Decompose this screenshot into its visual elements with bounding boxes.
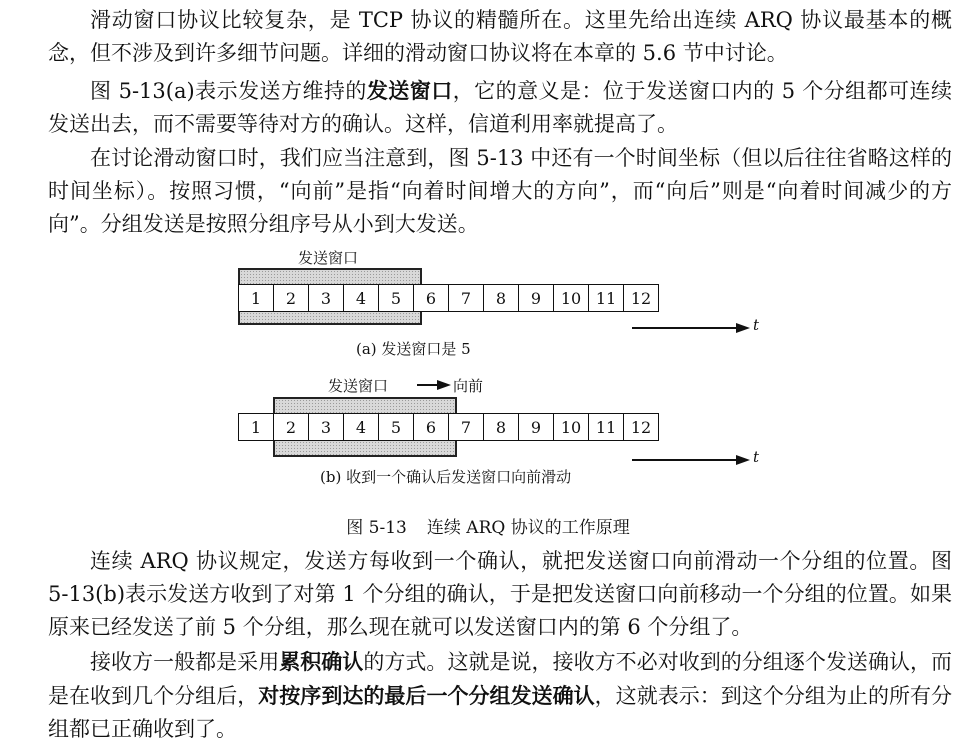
fig-b-time-axis-line [632, 459, 738, 461]
fig-b-time-arrow-icon [736, 455, 750, 465]
fig-a-packet-cell: 3 [308, 284, 344, 312]
fig-b-packet-cell: 3 [308, 413, 344, 441]
paragraph-2 [48, 74, 952, 141]
fig-a-time-axis-line [632, 327, 738, 329]
fig-b-packet-cell: 1 [238, 413, 274, 441]
fig-a-packet-row [238, 284, 659, 312]
figure-number: 图 5-13 [346, 518, 407, 538]
fig-a-packet-cell: 10 [553, 284, 589, 312]
fig-a-packet-cell: 7 [448, 284, 484, 312]
fig-a-packet-cell: 9 [518, 284, 554, 312]
fig-a-packet-cell: 2 [273, 284, 309, 312]
fig-b-packet-cell: 4 [343, 413, 379, 441]
paragraph-1: 滑动窗口协议比较复杂，是 TCP 协议的精髓所在。这里先给出连续 ARQ 协议最基本的概念，但不涉及到许多细节问题。详细的滑动窗口协议将在本章的 5.6 节中讨论。 [48, 8, 952, 65]
fig-b-packet-cell: 5 [378, 413, 414, 441]
fig-b-forward-label: 向前 [453, 377, 484, 395]
fig-a-caption: (a) 发送窗口是 5 [356, 340, 471, 358]
fig-b-window-label: 发送窗口 [328, 377, 389, 395]
fig-a-packet-cell: 11 [588, 284, 624, 312]
paragraph-5 [48, 645, 952, 746]
fig-a-packet-cell: 8 [483, 284, 519, 312]
paragraph-5-text-b: 的方式。这就是说，接收方不必对收到的分组逐个发送确认，而是在收到几个分组后， [48, 650, 953, 708]
fig-a-time-label: t [753, 316, 760, 334]
fig-a-packet-cell: 6 [413, 284, 449, 312]
paragraph-5-text-a: 接收方一般都是采用 [90, 650, 280, 674]
fig-b-packet-cell: 9 [518, 413, 554, 441]
fig-b-packet-cell: 2 [273, 413, 309, 441]
fig-a-packet-cell: 1 [238, 284, 274, 312]
fig-a-time-arrow-icon [736, 323, 750, 333]
fig-b-packet-cell: 6 [413, 413, 449, 441]
fig-b-packet-cell: 11 [588, 413, 624, 441]
fig-b-packet-cell: 10 [553, 413, 589, 441]
paragraph-4: 连续 ARQ 协议规定，发送方每收到一个确认，就把发送窗口向前滑动一个分组的位置。图 5-13(b)表示发送方收到了对第 1 个分组的确认，于是把发送窗口向前移动一个分组的位置。如果原来已经发送了前 5 个分组，那么现在就可以发送窗口内的第 6 个分组了。 [48, 549, 952, 639]
fig-b-caption: (b) 收到一个确认后发送窗口向前滑动 [320, 468, 572, 486]
paragraph-5-bold-term-2: 对按序到达的最后一个分组发送确认 [258, 683, 595, 708]
fig-a-packet-cell: 4 [343, 284, 379, 312]
fig-b-packet-row [238, 413, 659, 441]
fig-a-packet-cell: 5 [378, 284, 414, 312]
paragraph-2-text-b: ，它的意义是：位于发送窗口内的 5 个分组都可连续发送出去，而不需要等待对方的确认。这样，信道利用率就提高了。 [48, 79, 952, 136]
figure-title: 连续 ARQ 协议的工作原理 [426, 518, 630, 538]
fig-b-packet-cell: 7 [448, 413, 484, 441]
fig-b-packet-cell: 12 [623, 413, 659, 441]
paragraph-2-text-a: 图 5-13(a)表示发送方维持的 [90, 79, 367, 103]
fig-a-window-label: 发送窗口 [298, 249, 359, 267]
fig-b-packet-cell: 8 [483, 413, 519, 441]
fig-a-packet-cell: 12 [623, 284, 659, 312]
paragraph-2-bold-term: 发送窗口 [366, 78, 453, 103]
forward-arrow-line [417, 384, 439, 386]
fig-b-time-label: t [753, 448, 760, 466]
figure-caption [0, 513, 976, 538]
forward-arrow-icon [437, 380, 451, 390]
paragraph-5-bold-term-1: 累积确认 [279, 649, 364, 674]
paragraph-5-text-c: ，这就表示：到这个分组为止的所有分组都已正确收到了。 [48, 684, 953, 741]
paragraph-3: 在讨论滑动窗口时，我们应当注意到，图 5-13 中还有一个时间坐标（但以后往往省略这样的时间坐标）。按照习惯，“向前”是指“向着时间增大的方向”，而“向后”则是“向着时间减少的方向”。分组发送是按照分组序号从小到大发送。 [48, 146, 952, 236]
